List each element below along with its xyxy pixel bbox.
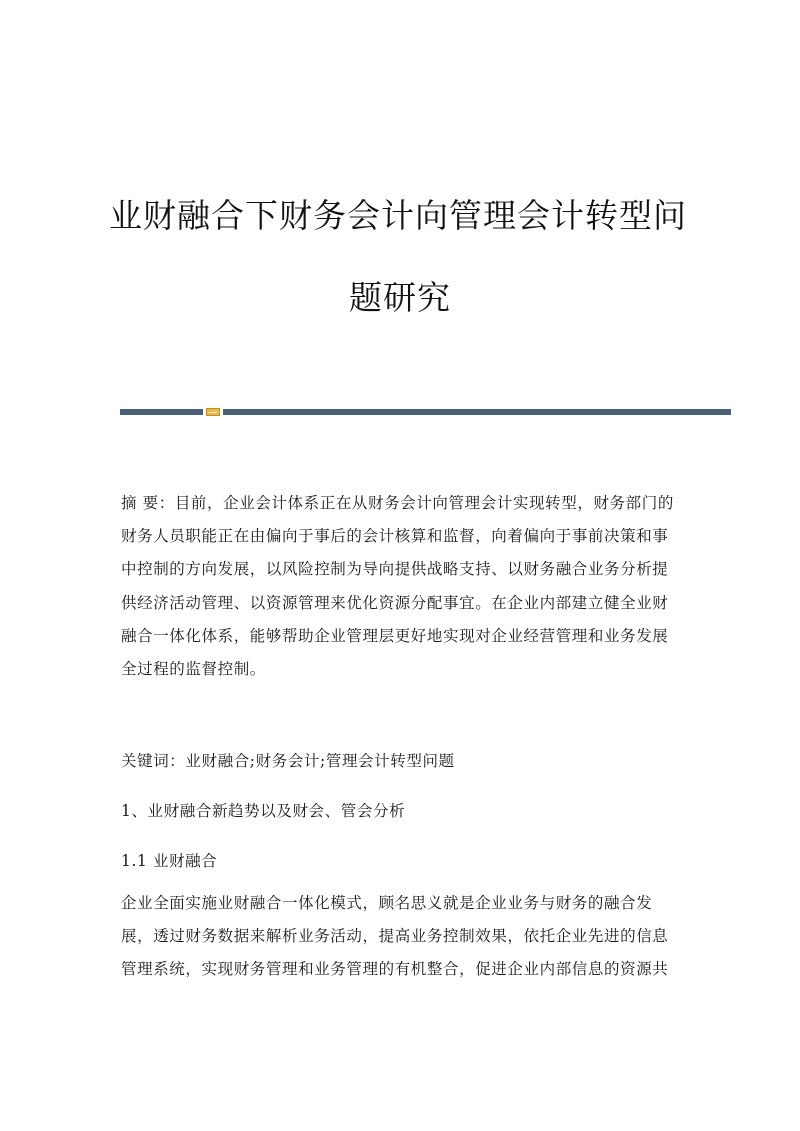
abstract-line: 中控制的方向发展，以风险控制为导向提供战略支持、以财务融合业务分析提 — [121, 560, 669, 579]
keywords-line: 关键词：业财融合;财务会计;管理会计转型问题 — [121, 752, 455, 770]
divider-ornament-icon — [206, 408, 220, 416]
section-heading-1: 1、业财融合新趋势以及财会、管会分析 — [121, 802, 406, 820]
divider-bar-right — [223, 409, 731, 415]
abstract-line: 摘 要：目前，企业会计体系正在从财务会计向管理会计实现转型，财务部门的 — [121, 494, 674, 512]
divider-bar-left — [120, 409, 203, 415]
section-heading-1-1: 1.1 业财融合 — [121, 852, 218, 870]
abstract-paragraph — [121, 487, 691, 686]
abstract-line: 全过程的监督控制。 — [121, 660, 266, 679]
document-title-line-1: 业财融合下财务会计向管理会计转型问 — [109, 196, 687, 235]
abstract-line: 融合一体化体系，能够帮助企业管理层更好地实现对企业经营管理和业务发展 — [121, 626, 669, 645]
title-divider — [120, 408, 731, 416]
abstract-line: 财务人员职能正在由偏向于事后的会计核算和监督，向着偏向于事前决策和事 — [121, 527, 669, 546]
body-line: 管理系统，实现财务管理和业务管理的有机整合，促进企业内部信息的资源共 — [121, 960, 669, 979]
abstract-line: 供经济活动管理、以资源管理来优化资源分配事宜。在企业内部建立健全业财 — [121, 593, 669, 612]
document-title-line-2: 题研究 — [349, 278, 451, 317]
body-line: 展，透过财务数据来解析业务活动，提高业务控制效果，依托企业先进的信息 — [121, 927, 669, 946]
body-line: 企业全面实施业财融合一体化模式，顾名思义就是企业业务与财务的融合发 — [121, 894, 653, 912]
body-paragraph — [121, 887, 691, 987]
